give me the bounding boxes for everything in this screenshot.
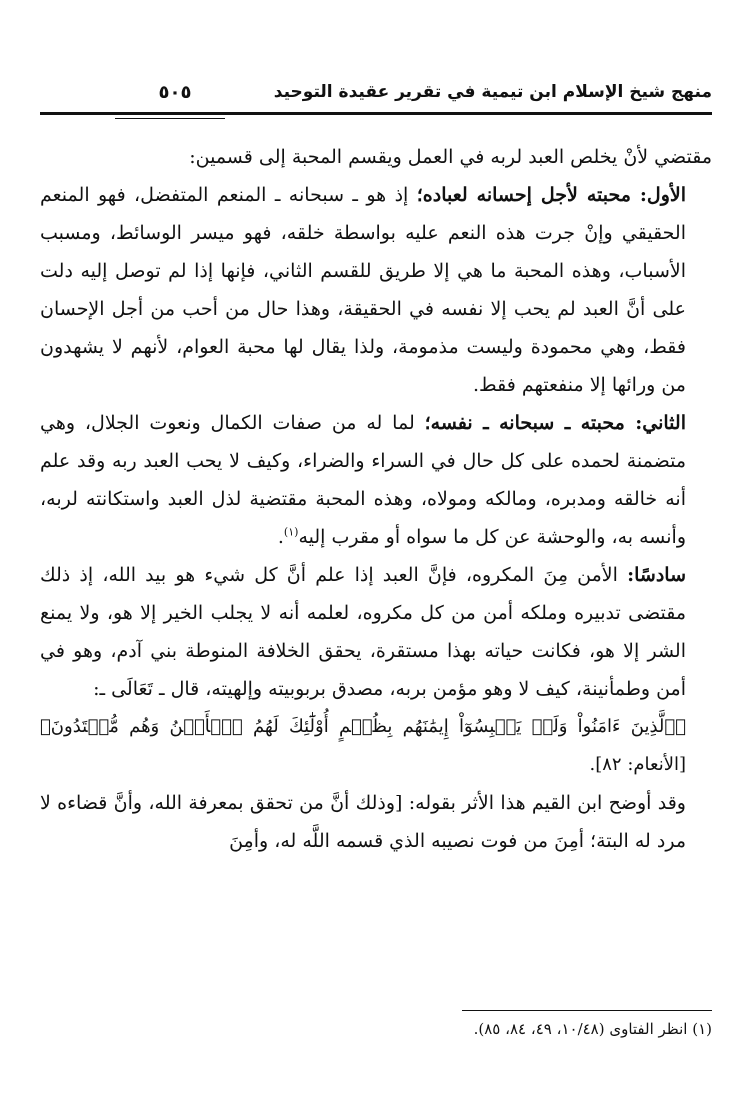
header-rule-thin [115, 118, 225, 119]
paragraph-4-text: الأمن مِنَ المكروه، فإنَّ العبد إذا علم أنَّ كل شيء هو بيد الله، إذ ذلك مقتضى تدبيره وملكه أمن من كل مكروه، لعلمه أنه لا يجلب الخير إلا هو، ولا يمنع الشر إلا هو، فكانت حياته بهذا مستقرة، يحقق الخلافة المنوطة بني آدم، وهو في أمن وطمأنينة، كيف لا وهو مؤمن بربه، مصدق بربوبيته وإلهيته، قال ـ تَعَالَى ـ: [40, 564, 686, 700]
paragraph-3-text: لما له من صفات الكمال ونعوت الجلال، وهي متضمنة لحمده على كل حال في السراء والضراء، وكيف لا يحب العبد ربه وقد علم أنه خالقه ومدبره، ومالكه ومولاه، وهذه المحبة مقتضية لذل العبد واستكانته لربه، وأنسه به، والوحشة عن كل ما سواه أو مقرب إليه [40, 412, 686, 548]
paragraph-1 [40, 138, 712, 176]
running-title: منهج شيخ الإسلام ابن تيمية في تقرير عقيدة التوحيد [273, 82, 712, 102]
paragraph-5-text: وقد أوضح ابن القيم هذا الأثر بقوله: [وذلك أنَّ من تحقق بمعرفة الله، وأنَّ قضاءه لا مرد له البتة؛ أمِنَ من فوت نصيبه الذي قسمه اللَّه له، وأمِنَ [40, 792, 686, 852]
paragraph-4-lead: سادسًا: [627, 564, 686, 586]
paragraph-4 [40, 556, 712, 784]
header-rule [40, 112, 712, 115]
paragraph-1-text: مقتضي لأنْ يخلص العبد لربه في العمل ويقسم المحبة إلى قسمين: [189, 146, 712, 168]
paragraph-2-text: إذ هو ـ سبحانه ـ المنعم المتفضل، فهو المنعم الحقيقي وإنْ جرت هذه النعم عليه بواسطة خلقه، فهو ميسر الوسائط، ومسبب الأسباب، وهذه المحبة ما هي إلا طريق للقسم الثاني، فإنها إذا لم توصل إليه دلت على أنَّ العبد لم يحب إلا نفسه في الحقيقة، وهذا حال من أحب من أجل الإحسان فقط، وهي محمودة وليست مذمومة، ولذا يقال لها محبة العوام، لأنهم لا يشهدون من ورائها إلا منفعتهم فقط. [40, 184, 686, 396]
quran-verse-text: ﴿ٱلَّذِينَ ءَامَنُواْ وَلَمۡ يَلۡبِسُوٓاْ إِيمَٰنَهُم بِظُلۡمٍ أُوْلَٰٓئِكَ لَهُمُ ٱلۡأَمۡنُ وَهُم مُّهۡتَدُونَ﴾ [40, 716, 686, 737]
paragraph-3 [40, 404, 712, 556]
footnote: (١) انظر الفتاوى (١٠/٤٨، ٤٩، ٨٤، ٨٥). [473, 1020, 712, 1038]
footnote-reference: (١) [283, 525, 299, 539]
page-number: ٥٠٥ [158, 82, 192, 103]
body-text [40, 138, 712, 860]
paragraph-5 [40, 784, 712, 860]
paragraph-3-end: . [277, 526, 284, 548]
paragraph-2-lead: الأول: محبته لأجل إحسانه لعباده؛ [416, 184, 686, 206]
paragraph-2 [40, 176, 712, 404]
quran-verse-reference: [الأنعام: ٨٢]. [589, 754, 686, 775]
quran-verse [40, 708, 686, 784]
paragraph-3-lead: الثاني: محبته ـ سبحانه ـ نفسه؛ [424, 412, 686, 434]
footnote-rule [462, 1010, 712, 1011]
